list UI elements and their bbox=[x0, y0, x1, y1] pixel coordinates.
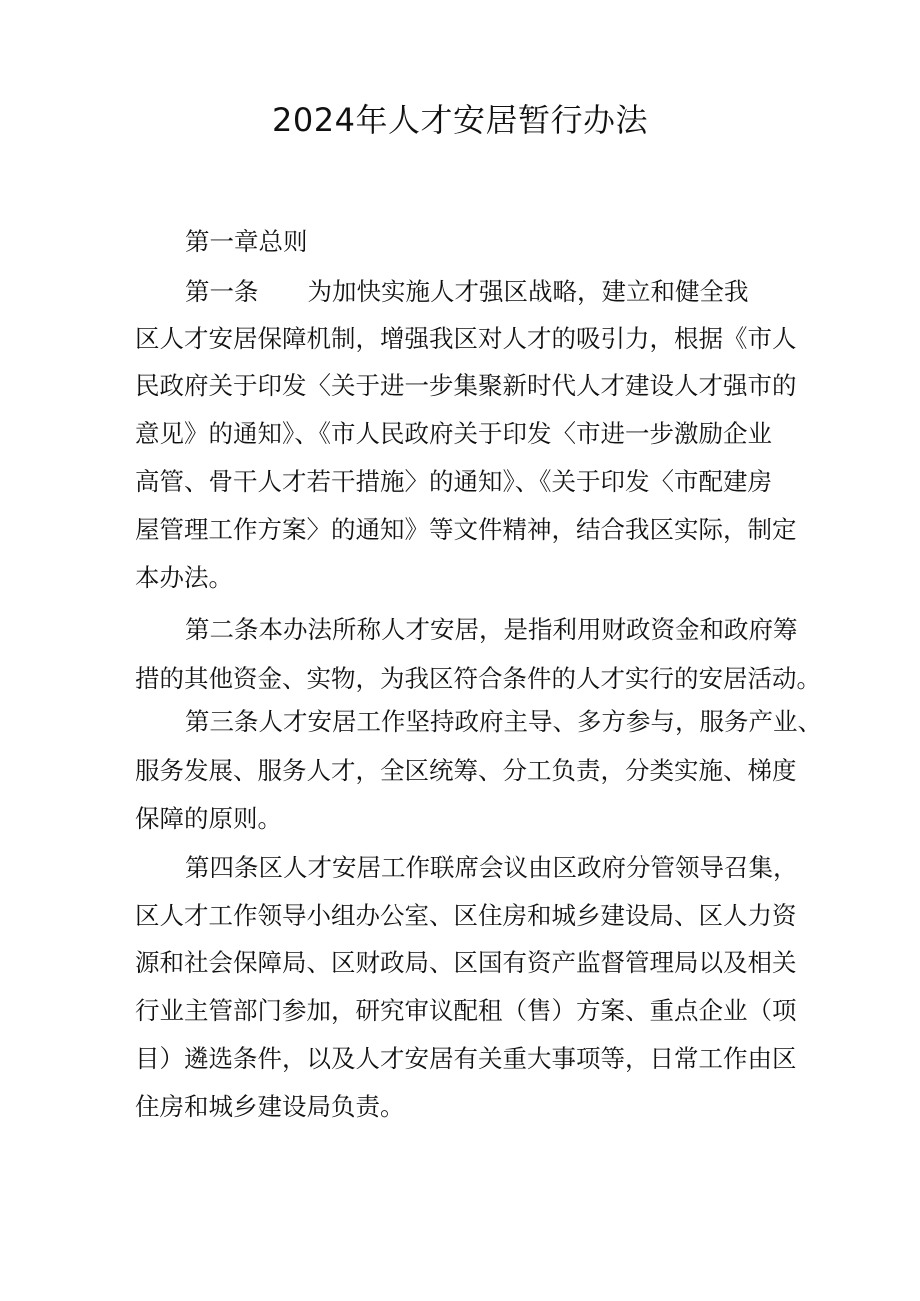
article-1-line: 高管、骨干人才若干措施〉的通知》、《关于印发〈市配建房 bbox=[135, 467, 772, 496]
chapter-heading: 第一章总则 bbox=[185, 227, 308, 256]
article-3-line: 保障的原则。 bbox=[135, 804, 282, 833]
article-3-line: 第三条人才安居工作坚持政府主导、多方参与，服务产业、 bbox=[185, 707, 822, 736]
document-title: 2024年人才安居暂行办法 bbox=[272, 101, 648, 139]
article-1-line: 区人才安居保障机制，增强我区对人才的吸引力，根据《市人 bbox=[135, 324, 797, 353]
article-4-line: 行业主管部门参加，研究审议配租（售）方案、重点企业（项 bbox=[135, 996, 797, 1025]
article-4-line: 源和社会保障局、区财政局、区国有资产监督管理局以及相关 bbox=[135, 948, 797, 977]
article-4-line: 目）遴选条件，以及人才安居有关重大事项等，日常工作由区 bbox=[135, 1044, 797, 1073]
article-4-line: 区人才工作领导小组办公室、区住房和城乡建设局、区人力资 bbox=[135, 901, 797, 930]
article-1-line: 本办法。 bbox=[135, 563, 233, 592]
article-4-line: 第四条区人才安居工作联席会议由区政府分管领导召集， bbox=[185, 853, 798, 882]
article-1-line: 意见》的通知》、《市人民政府关于印发〈市进一步激励企业 bbox=[135, 419, 772, 448]
article-1-line: 民政府关于印发〈关于进一步集聚新时代人才建设人才强市的 bbox=[135, 371, 797, 400]
article-1-line: 屋管理工作方案〉的通知》等文件精神，结合我区实际，制定 bbox=[135, 515, 797, 544]
article-4-line: 住房和城乡建设局负责。 bbox=[135, 1092, 405, 1121]
article-1-line: 第一条 为加快实施人才强区战略，建立和健全我 bbox=[185, 277, 749, 306]
article-2-line: 措的其他资金、实物，为我区符合条件的人才实行的安居活动。 bbox=[135, 664, 821, 693]
article-2-line: 第二条本办法所称人才安居，是指利用财政资金和政府筹 bbox=[185, 615, 798, 644]
article-3-line: 服务发展、服务人才，全区统筹、分工负责，分类实施、梯度 bbox=[135, 756, 797, 785]
